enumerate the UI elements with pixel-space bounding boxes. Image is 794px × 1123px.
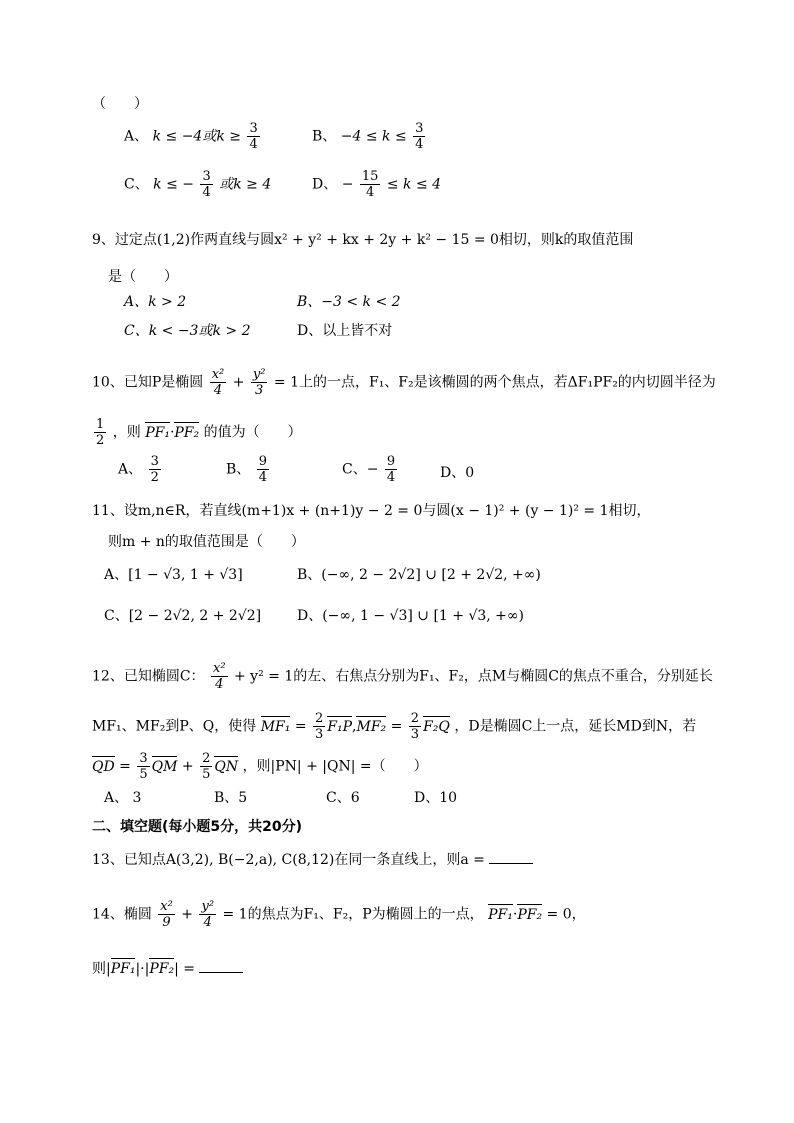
- dot-product: ·: [169, 424, 175, 441]
- q11-option-a: A、[1 − √3, 1 + √3]: [104, 567, 243, 583]
- stem-text: 的值为（ ）: [203, 424, 302, 441]
- fraction: [360, 170, 381, 199]
- numerator: 1: [96, 417, 105, 432]
- numerator: x²: [212, 661, 226, 676]
- q11-stem: 11、设m,n∈R，若直线(m+1)x + (n+1)y − 2 = 0与圆(x − 1)² + (y − 1)² = 1相切，: [92, 503, 651, 519]
- q9-option-c: C、k < −3或k > 2: [124, 323, 251, 339]
- q11-option-c: C、[2 − 2√2, 2 + 2√2]: [104, 608, 262, 624]
- q8-option-c: [124, 170, 271, 199]
- option-label: A、: [124, 128, 149, 145]
- equals: =: [390, 718, 403, 735]
- q14-stem-line2: [92, 962, 243, 976]
- option-label: C、−: [342, 461, 379, 478]
- denominator: 3: [255, 383, 264, 398]
- vector-qn: QN: [214, 758, 239, 775]
- denominator: 4: [258, 470, 268, 485]
- numerator: 3: [202, 169, 211, 184]
- stem-text: | =: [174, 961, 196, 977]
- fraction: [413, 122, 425, 151]
- vector-qd: QD: [92, 758, 115, 775]
- q9-stem-cont: 是（ ）: [108, 269, 178, 285]
- denominator: 5: [139, 767, 148, 782]
- q10-option-a: [118, 455, 163, 484]
- option-text: −: [341, 176, 354, 193]
- q11-option-d: D、(−∞, 1 − √3] ∪ [1 + √3, +∞): [297, 608, 525, 624]
- q10-stem-cont: [92, 418, 302, 447]
- denominator: 4: [366, 185, 375, 200]
- fraction: [247, 122, 259, 151]
- numerator: x²: [211, 367, 225, 382]
- denominator: 2: [150, 470, 159, 485]
- fraction: [149, 455, 161, 484]
- q12-stem-line3: [92, 752, 428, 781]
- numerator: 2: [315, 711, 324, 726]
- q12-option-d: D、10: [414, 790, 458, 806]
- stem-text: 10、已知P是椭圆: [92, 374, 204, 391]
- fraction: [200, 752, 212, 781]
- vector-f1p: F₁P: [327, 718, 353, 735]
- fraction: [385, 455, 397, 484]
- fraction: [199, 900, 216, 929]
- plus-sign: +: [232, 374, 245, 391]
- plus-sign: +: [181, 758, 194, 775]
- numerator: y²: [252, 367, 266, 382]
- q9-option-b: B、−3 < k < 2: [297, 294, 401, 310]
- q13-stem: [92, 853, 533, 867]
- vector-mf2: MF₂: [356, 718, 387, 735]
- numerator: 15: [361, 169, 379, 184]
- fraction: [313, 712, 325, 741]
- q10-option-d: D、0: [440, 465, 475, 481]
- stem-text: MF₁、MF₂到P、Q，使得: [92, 718, 257, 735]
- vector-pf1: PF₁: [145, 424, 170, 441]
- denominator: 5: [202, 767, 211, 782]
- stem-text: ，则|PN| + |QN| =（ ）: [242, 758, 428, 775]
- denominator: 4: [215, 677, 224, 692]
- q9-option-d: D、以上皆不对: [297, 323, 393, 339]
- vector-pf2: PF₂: [174, 424, 200, 441]
- numerator: 2: [410, 711, 420, 726]
- q9-option-a: A、k > 2: [124, 294, 187, 310]
- fraction: [409, 712, 421, 741]
- denominator: 4: [202, 185, 211, 200]
- q8-option-a: [124, 122, 262, 151]
- fraction: [200, 170, 212, 199]
- numerator: 3: [139, 751, 148, 766]
- numerator: 9: [258, 454, 268, 469]
- equals: =: [119, 758, 131, 775]
- denominator: 4: [249, 137, 258, 152]
- denominator: 9: [162, 915, 171, 930]
- dot-product: ·: [512, 906, 518, 923]
- fraction: [251, 368, 268, 397]
- q10-stem: [92, 368, 716, 397]
- vector-f2q: F₂Q: [423, 718, 450, 735]
- vector-pf1: PF₁: [488, 906, 513, 923]
- q12-stem-line2: [92, 712, 696, 741]
- stem-text: 则|: [92, 961, 111, 977]
- section-heading: 二、填空题(每小题5分，共20分): [92, 819, 303, 835]
- fraction: [211, 662, 228, 691]
- denominator: 2: [96, 433, 105, 448]
- answer-blank[interactable]: [489, 863, 533, 864]
- option-label: D、: [312, 176, 338, 193]
- denominator: 3: [410, 727, 420, 742]
- fraction: [94, 418, 106, 447]
- fraction: [158, 900, 175, 929]
- vector-pf2: PF₂: [149, 961, 175, 977]
- stem-text: 12、已知椭圆C：: [92, 668, 205, 685]
- stem-text: 13、已知点A(3,2), B(−2,a), C(8,12)在同一条直线上，则a =: [92, 852, 485, 868]
- stem-text: = 0，: [546, 906, 586, 923]
- option-label: C、: [124, 176, 149, 193]
- numerator: x²: [160, 899, 173, 914]
- denominator: 4: [213, 383, 223, 398]
- denominator: 4: [386, 470, 396, 485]
- option-label: B、: [312, 128, 337, 145]
- q11-option-b: B、(−∞, 2 − 2√2] ∪ [2 + 2√2, +∞): [297, 567, 541, 583]
- denominator: 4: [415, 137, 424, 152]
- answer-blank[interactable]: [199, 972, 243, 973]
- q10-option-c: [342, 455, 399, 484]
- vector-qm: QM: [151, 758, 178, 775]
- numerator: 3: [415, 121, 424, 136]
- q12-stem: [92, 662, 713, 691]
- plus-sign: +: [181, 906, 194, 923]
- stem-text: 14、椭圆: [92, 906, 152, 923]
- q12-option-b: B、5: [214, 790, 248, 806]
- stem-text: + y² = 1的左、右焦点分别为F₁、F₂，点M与椭圆C的焦点不重合，分别延长: [233, 668, 713, 685]
- option-label: B、: [226, 461, 251, 478]
- stem-text: = 1上的一点，F₁、F₂是该椭圆的两个焦点，若ΔF₁PF₂的内切圆半径为: [273, 374, 716, 391]
- stem-text: = 1的焦点为F₁、F₂，P为椭圆上的一点，: [222, 906, 484, 923]
- option-text: k ≤ −: [153, 176, 195, 193]
- option-text: k ≤ −4或k ≥: [152, 128, 241, 145]
- comma: ,: [352, 718, 357, 735]
- q8-paren: （ ）: [92, 96, 148, 112]
- q11-stem-cont: 则m + n的取值范围是（ ）: [108, 534, 305, 550]
- equals: =: [294, 718, 307, 735]
- abs-dot: |·|: [135, 961, 150, 977]
- fraction: [137, 752, 149, 781]
- q14-stem: [92, 900, 586, 929]
- q12-option-c: C、6: [326, 790, 360, 806]
- numerator: 2: [202, 751, 211, 766]
- option-text: −4 ≤ k ≤: [340, 128, 407, 145]
- stem-text: ，则: [112, 424, 141, 441]
- q12-option-a: A、 3: [104, 790, 142, 806]
- numerator: 3: [150, 454, 159, 469]
- denominator: 3: [315, 727, 324, 742]
- q9-stem: 9、过定点(1,2)作两直线与圆x² + y² + kx + 2y + k² − 15 = 0相切，则k的取值范围: [92, 232, 634, 248]
- vector-pf2: PF₂: [517, 906, 543, 923]
- option-label: A、: [118, 461, 143, 478]
- numerator: y²: [201, 899, 215, 914]
- denominator: 4: [203, 915, 212, 930]
- fraction: [210, 368, 227, 397]
- q8-option-d: [312, 170, 441, 199]
- fraction: [257, 455, 269, 484]
- numerator: 3: [249, 121, 258, 136]
- numerator: 9: [386, 454, 396, 469]
- option-text: 或k ≥ 4: [219, 176, 272, 193]
- vector-mf1: MF₁: [260, 718, 291, 735]
- q8-option-b: [312, 122, 427, 151]
- q10-option-b: [226, 455, 271, 484]
- vector-pf1: PF₁: [110, 961, 136, 977]
- stem-text: ，D是椭圆C上一点，延长MD到N，若: [454, 718, 697, 735]
- option-text: ≤ k ≤ 4: [386, 176, 442, 193]
